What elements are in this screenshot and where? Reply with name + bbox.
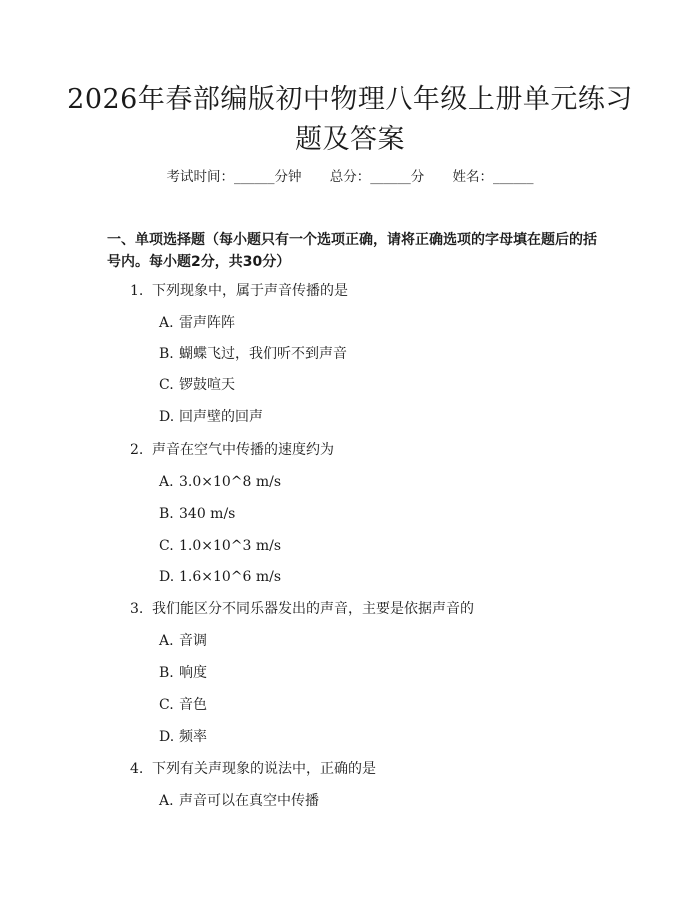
option-letter: C. — [159, 377, 174, 393]
option-letter: D. — [159, 569, 175, 585]
option-text: 锣鼓喧天 — [179, 377, 235, 393]
option-1b — [159, 344, 347, 364]
question-text: 声音在空气中传播的速度约为 — [152, 442, 334, 458]
total-score-field: 总分：______分 — [329, 169, 425, 185]
option-letter: C. — [159, 538, 174, 554]
student-name-field: 姓名：______ — [452, 169, 534, 185]
option-text: 蝴蝶飞过，我们听不到声音 — [179, 346, 347, 362]
question-4 — [130, 759, 376, 779]
option-2a — [159, 472, 281, 492]
option-text: 3.0×10^8 m/s — [179, 474, 282, 490]
exam-time-field: 考试时间：______分钟 — [166, 169, 302, 185]
document-title: 2026年春部编版初中物理八年级上册单元练习题及答案 — [67, 84, 633, 155]
option-letter: B. — [159, 346, 174, 362]
section-heading: 一、单项选择题（每小题只有一个选项正确，请将正确选项的字母填在题后的括号内。每小题2分，共30分） — [107, 232, 597, 270]
option-letter: D. — [159, 729, 175, 745]
question-number: 1. — [130, 283, 144, 299]
option-letter: B. — [159, 665, 174, 681]
question-number: 3. — [130, 601, 144, 617]
question-text: 下列有关声现象的说法中，正确的是 — [152, 761, 376, 777]
option-letter: B. — [159, 506, 174, 522]
option-1a — [159, 313, 235, 333]
option-text: 音调 — [179, 633, 207, 649]
option-letter: A. — [159, 633, 174, 649]
option-letter: A. — [159, 315, 174, 331]
option-letter: A. — [159, 474, 174, 490]
question-2 — [130, 440, 334, 460]
option-text: 响度 — [179, 665, 207, 681]
option-3b — [159, 663, 207, 683]
option-3d — [159, 727, 207, 747]
question-1 — [130, 281, 348, 301]
option-1c — [159, 375, 235, 395]
question-text: 我们能区分不同乐器发出的声音，主要是依据声音的 — [152, 601, 474, 617]
question-number: 4. — [130, 761, 144, 777]
option-letter: D. — [159, 409, 175, 425]
option-2c — [159, 536, 281, 556]
option-letter: C. — [159, 697, 174, 713]
question-number: 2. — [130, 442, 144, 458]
option-letter: A. — [159, 793, 174, 809]
option-text: 雷声阵阵 — [179, 315, 235, 331]
option-text: 频率 — [179, 729, 207, 745]
option-text: 声音可以在真空中传播 — [179, 793, 319, 809]
option-text: 1.6×10^6 m/s — [179, 569, 282, 585]
question-text: 下列现象中，属于声音传播的是 — [152, 283, 348, 299]
option-text: 1.0×10^3 m/s — [179, 538, 282, 554]
question-3 — [130, 599, 474, 619]
option-2b — [159, 504, 235, 524]
exam-meta-line — [0, 167, 700, 187]
option-2d — [159, 567, 281, 587]
option-text: 340 m/s — [179, 506, 236, 522]
option-text: 回声壁的回声 — [179, 409, 263, 425]
option-3c — [159, 695, 207, 715]
option-text: 音色 — [179, 697, 207, 713]
option-1d — [159, 407, 263, 427]
option-4a — [159, 791, 319, 811]
option-3a — [159, 631, 207, 651]
